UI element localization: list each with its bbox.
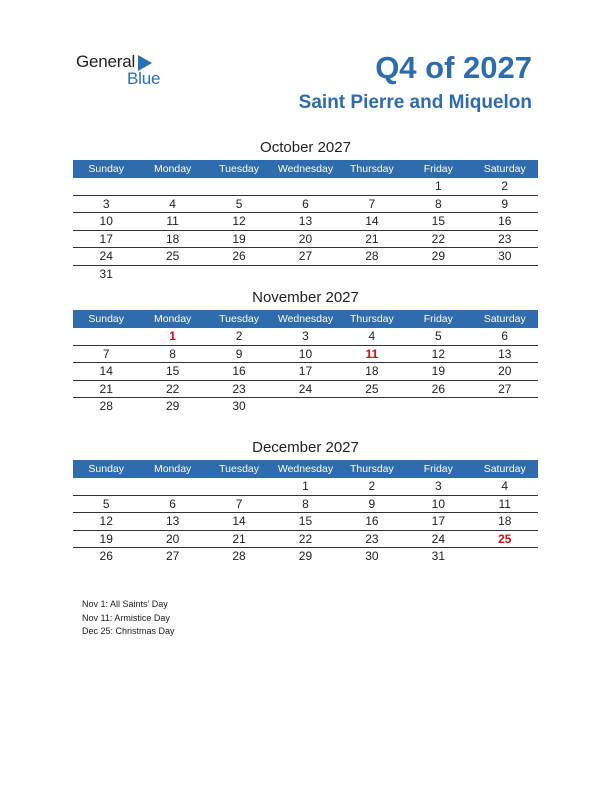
holiday-note: Nov 11: Armistice Day [82, 612, 170, 623]
day-cell: 6 [302, 196, 309, 211]
day-cell: 7 [368, 196, 376, 211]
day-cell: 28 [365, 249, 379, 264]
empty-day-cell [272, 266, 338, 284]
day-cell: 2 [368, 479, 376, 493]
empty-day-cell [472, 266, 538, 284]
month-calendar-december [73, 438, 538, 566]
week-row [73, 248, 538, 266]
day-cell: 23 [498, 231, 512, 246]
day-cell: 20 [165, 531, 180, 546]
empty-day-cell [73, 328, 139, 345]
week-row [73, 548, 538, 566]
weekday-label: Wednesday [277, 313, 334, 325]
empty-day-cell [206, 478, 272, 495]
weekday-header [73, 310, 538, 328]
weekday-label: Thursday [350, 313, 394, 325]
day-cell: 2 [235, 329, 243, 343]
week-row [73, 381, 538, 399]
day-cell: 6 [501, 329, 509, 343]
day-cell: 4 [368, 329, 376, 343]
empty-day-cell [405, 266, 471, 284]
day-cell: 19 [99, 531, 113, 546]
day-cell: 3 [302, 329, 309, 343]
day-cell: 8 [434, 196, 442, 211]
month-name: November 2027 [252, 289, 359, 306]
holiday-note: Dec 25: Christmas Day [82, 626, 175, 636]
day-cell: 3 [434, 479, 442, 493]
month-name: December 2027 [252, 439, 359, 456]
weekday-label: Tuesday [219, 313, 259, 325]
empty-day-cell [272, 178, 338, 195]
weekday-label: Wednesday [277, 463, 334, 475]
week-row [73, 346, 538, 364]
day-cell: 26 [431, 381, 445, 396]
day-cell: 7 [235, 496, 243, 511]
week-row [73, 328, 538, 346]
logo-blue-text: Blue [127, 69, 161, 88]
day-cell: 30 [498, 249, 512, 264]
weekday-label: Saturday [483, 463, 526, 475]
day-cell: 16 [232, 364, 246, 379]
day-cell: 21 [365, 231, 379, 246]
day-cell: 24 [431, 531, 445, 546]
holiday-note: Nov 1: All Saints’ Day [82, 599, 168, 609]
week-row [73, 178, 538, 196]
weekday-label: Sunday [88, 463, 125, 475]
day-cell: 29 [431, 249, 445, 264]
weekday-label: Sunday [88, 313, 125, 325]
day-cell: 27 [298, 249, 313, 264]
day-cell: 5 [235, 196, 243, 211]
week-row [73, 478, 538, 496]
day-cell: 5 [434, 329, 442, 343]
day-cell: 31 [99, 266, 113, 281]
day-cell: 17 [431, 514, 445, 529]
day-cell: 21 [99, 381, 113, 396]
week-row [73, 213, 538, 231]
logo-general-text: General [76, 52, 136, 71]
day-cell: 11 [498, 496, 511, 511]
weekday-label: Thursday [350, 163, 394, 175]
day-cell: 21 [232, 531, 246, 546]
day-cell: 29 [165, 399, 180, 414]
day-cell: 25 [165, 249, 180, 264]
day-cell: 13 [498, 346, 512, 361]
empty-day-cell [139, 178, 205, 195]
day-cell: 15 [298, 514, 313, 529]
day-cell: 18 [498, 514, 512, 529]
week-row [73, 496, 538, 514]
empty-day-cell [339, 178, 405, 195]
day-cell: 14 [365, 214, 379, 229]
weekday-label: Monday [153, 313, 192, 325]
day-cell: 20 [298, 231, 313, 246]
day-cell: 18 [165, 231, 180, 246]
day-cell: 30 [365, 549, 379, 564]
day-cell: 18 [365, 364, 379, 379]
page-title: Q4 of 2027 [375, 50, 532, 85]
day-cell: 13 [298, 214, 313, 229]
day-cell: 16 [365, 514, 379, 529]
empty-day-cell [139, 478, 205, 495]
day-cell: 19 [431, 364, 445, 379]
generalblue-logo [76, 52, 176, 88]
day-cell: 8 [169, 346, 176, 361]
month-calendar-october [73, 138, 538, 284]
day-cell: 24 [298, 381, 313, 396]
week-row [73, 531, 538, 549]
day-cell: 10 [298, 346, 313, 361]
holiday-notes [82, 598, 175, 639]
day-cell: 4 [169, 196, 176, 211]
day-cell: 8 [302, 496, 309, 511]
empty-day-cell [272, 398, 338, 416]
day-cell: 1 [169, 329, 176, 343]
day-cell: 12 [99, 514, 113, 529]
day-cell: 1 [302, 479, 309, 493]
week-row [73, 363, 538, 381]
month-calendar-november [73, 288, 538, 416]
day-cell: 22 [431, 231, 445, 246]
week-row [73, 231, 538, 249]
day-cell: 17 [298, 364, 313, 379]
weekday-label: Tuesday [219, 163, 259, 175]
day-cell: 9 [368, 496, 376, 511]
day-cell: 13 [165, 514, 180, 529]
day-cell: 15 [431, 214, 445, 229]
day-cell: 27 [165, 549, 180, 564]
day-cell: 28 [99, 399, 113, 414]
empty-day-cell [73, 178, 139, 195]
weekday-label: Friday [423, 463, 453, 475]
week-row [73, 513, 538, 531]
day-cell: 17 [99, 231, 113, 246]
day-cell: 9 [235, 346, 243, 361]
day-cell: 31 [431, 549, 445, 564]
day-cell: 27 [498, 381, 512, 396]
weekday-label: Friday [423, 163, 453, 175]
empty-day-cell [339, 398, 405, 416]
day-cell: 26 [99, 549, 113, 564]
day-cell: 5 [102, 496, 110, 511]
empty-day-cell [139, 266, 205, 284]
day-cell: 7 [102, 346, 110, 361]
week-row [73, 266, 538, 284]
day-cell: 30 [232, 399, 246, 414]
empty-day-cell [472, 548, 538, 566]
weekday-header [73, 160, 538, 178]
day-cell: 10 [99, 214, 113, 229]
day-cell: 23 [365, 531, 379, 546]
empty-day-cell [73, 478, 139, 495]
weekday-label: Saturday [483, 163, 526, 175]
weekday-label: Thursday [350, 463, 394, 475]
week-row [73, 196, 538, 214]
day-cell: 15 [165, 364, 180, 379]
day-cell: 1 [434, 179, 442, 193]
day-cell: 14 [232, 514, 246, 529]
weekday-label: Friday [423, 313, 453, 325]
weekday-label: Wednesday [277, 163, 334, 175]
empty-day-cell [206, 266, 272, 284]
day-cell: 11 [365, 346, 379, 361]
day-cell: 19 [232, 231, 246, 246]
day-cell: 11 [166, 214, 179, 229]
day-cell: 2 [501, 179, 509, 193]
day-cell: 12 [232, 214, 246, 229]
day-cell: 25 [365, 381, 379, 396]
weekday-label: Tuesday [219, 463, 259, 475]
day-cell: 6 [169, 496, 176, 511]
empty-day-cell [472, 398, 538, 416]
weekday-label: Saturday [483, 313, 526, 325]
day-cell: 14 [99, 364, 113, 379]
day-cell: 23 [232, 381, 246, 396]
day-cell: 22 [165, 381, 180, 396]
day-cell: 9 [501, 196, 509, 211]
empty-day-cell [405, 398, 471, 416]
day-cell: 10 [431, 496, 445, 511]
day-cell: 26 [232, 249, 246, 264]
month-name: October 2027 [260, 139, 351, 156]
day-cell: 3 [102, 196, 110, 211]
week-row [73, 398, 538, 416]
day-cell: 4 [501, 479, 509, 493]
day-cell: 28 [232, 549, 246, 564]
empty-day-cell [339, 266, 405, 284]
day-cell: 24 [99, 249, 113, 264]
weekday-label: Monday [153, 463, 192, 475]
day-cell: 29 [298, 549, 313, 564]
weekday-header [73, 460, 538, 478]
page-subtitle: Saint Pierre and Miquelon [298, 92, 532, 113]
day-cell: 16 [498, 214, 512, 229]
weekday-label: Sunday [88, 163, 125, 175]
empty-day-cell [206, 178, 272, 195]
day-cell: 22 [298, 531, 313, 546]
weekday-label: Monday [153, 163, 192, 175]
day-cell: 20 [498, 364, 512, 379]
day-cell: 25 [498, 531, 512, 546]
day-cell: 12 [431, 346, 445, 361]
